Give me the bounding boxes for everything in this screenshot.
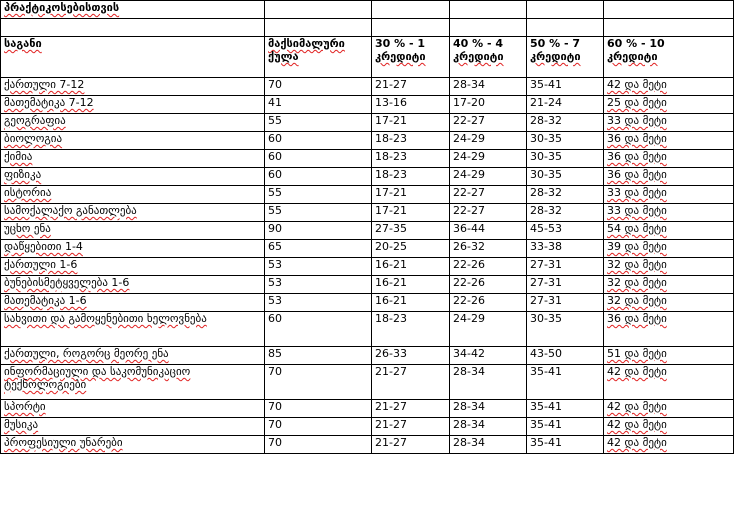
cell-credit-1: 16-21 [372, 276, 450, 294]
cell-credit-1: 17-21 [372, 186, 450, 204]
cell-subject: ბიოლოგია [1, 132, 265, 150]
cell-max-score: 70 [265, 418, 372, 436]
table-row [1, 96, 734, 114]
cell-credit-1: 16-21 [372, 294, 450, 312]
cell-credit-10: 36 და მეტი [604, 132, 734, 150]
cell-credit-1: 21-27 [372, 436, 450, 454]
cell-credit-4: 22-27 [450, 114, 527, 132]
cell-credit-1: 21-27 [372, 418, 450, 436]
cell-credit-7: 21-24 [527, 96, 604, 114]
cell-max-score: 85 [265, 347, 372, 365]
header-max-score: მაქსიმალური ქულა [265, 37, 372, 78]
title-row [1, 1, 734, 19]
cell-credit-7: 28-32 [527, 114, 604, 132]
cell-credit-1: 18-23 [372, 132, 450, 150]
table-row [1, 222, 734, 240]
cell-credit-4: 36-44 [450, 222, 527, 240]
cell-max-score: 60 [265, 168, 372, 186]
cell-max-score: 70 [265, 78, 372, 96]
table-row [1, 276, 734, 294]
cell-credit-1: 18-23 [372, 150, 450, 168]
table-row [1, 186, 734, 204]
cell-credit-7: 35-41 [527, 78, 604, 96]
cell-credit-7: 27-31 [527, 276, 604, 294]
cell-credit-7: 28-32 [527, 204, 604, 222]
header-credit-1: 30 % - 1 კრედიტი [372, 37, 450, 78]
table-row [1, 365, 734, 400]
cell-credit-7: 35-41 [527, 365, 604, 400]
cell-credit-10: 36 და მეტი [604, 150, 734, 168]
cell-credit-1: 18-23 [372, 312, 450, 347]
cell-credit-7: 30-35 [527, 312, 604, 347]
header-row [1, 37, 734, 78]
cell-credit-1: 21-27 [372, 400, 450, 418]
cell-max-score: 70 [265, 400, 372, 418]
cell-credit-10: 32 და მეტი [604, 258, 734, 276]
cell-max-score: 53 [265, 258, 372, 276]
table-row [1, 204, 734, 222]
cell-subject: ქართული 1-6 [1, 258, 265, 276]
table-row [1, 312, 734, 347]
cell-credit-1: 18-23 [372, 168, 450, 186]
cell-credit-7: 35-41 [527, 418, 604, 436]
cell-credit-4: 24-29 [450, 150, 527, 168]
cell-max-score: 55 [265, 204, 372, 222]
cell-credit-7: 30-35 [527, 168, 604, 186]
table-row [1, 168, 734, 186]
cell-max-score: 55 [265, 114, 372, 132]
table-title: პრაქტიკოსებისთვის [1, 1, 265, 19]
table-row [1, 132, 734, 150]
cell-credit-1: 21-27 [372, 78, 450, 96]
cell-credit-7: 27-31 [527, 258, 604, 276]
cell-credit-10: 25 და მეტი [604, 96, 734, 114]
cell-credit-4: 22-27 [450, 186, 527, 204]
cell-credit-1: 27-35 [372, 222, 450, 240]
cell-credit-7: 30-35 [527, 132, 604, 150]
cell-credit-4: 24-29 [450, 132, 527, 150]
cell-subject: ბუნებისმეტყველება 1-6 [1, 276, 265, 294]
cell-subject: ისტორია [1, 186, 265, 204]
cell-credit-10: 42 და მეტი [604, 78, 734, 96]
cell-credit-1: 26-33 [372, 347, 450, 365]
cell-credit-10: 42 და მეტი [604, 418, 734, 436]
blank-row [1, 19, 734, 37]
cell-subject: სახვითი და გამოყენებითი ხელოვნება [1, 312, 265, 347]
cell-max-score: 60 [265, 132, 372, 150]
cell-credit-10: 42 და მეტი [604, 400, 734, 418]
cell-max-score: 41 [265, 96, 372, 114]
cell-credit-10: 33 და მეტი [604, 114, 734, 132]
cell-credit-7: 45-53 [527, 222, 604, 240]
cell-max-score: 55 [265, 186, 372, 204]
cell-credit-1: 16-21 [372, 258, 450, 276]
cell-credit-4: 22-26 [450, 276, 527, 294]
cell-credit-10: 36 და მეტი [604, 312, 734, 347]
cell-subject: ფიზიკა [1, 168, 265, 186]
table-row [1, 436, 734, 454]
cell-credit-4: 22-27 [450, 204, 527, 222]
header-credit-10: 60 % - 10 კრედიტი [604, 37, 734, 78]
cell-credit-10: 39 და მეტი [604, 240, 734, 258]
cell-credit-7: 35-41 [527, 400, 604, 418]
cell-credit-4: 17-20 [450, 96, 527, 114]
cell-max-score: 53 [265, 276, 372, 294]
cell-max-score: 60 [265, 150, 372, 168]
table-row [1, 114, 734, 132]
cell-credit-7: 43-50 [527, 347, 604, 365]
cell-credit-4: 24-29 [450, 312, 527, 347]
cell-max-score: 60 [265, 312, 372, 347]
table-row [1, 347, 734, 365]
cell-subject: მათემატიკა 1-6 [1, 294, 265, 312]
cell-subject: მათემატიკა 7-12 [1, 96, 265, 114]
cell-credit-1: 20-25 [372, 240, 450, 258]
cell-subject: ინფორმაციული და საკომუნიკაციო ტექნოლოგიები [1, 365, 265, 400]
cell-credit-4: 28-34 [450, 436, 527, 454]
cell-subject: პროფესიული უნარები [1, 436, 265, 454]
cell-credit-4: 24-29 [450, 168, 527, 186]
cell-credit-7: 33-38 [527, 240, 604, 258]
header-credit-4: 40 % - 4 კრედიტი [450, 37, 527, 78]
cell-credit-4: 28-34 [450, 78, 527, 96]
cell-credit-7: 27-31 [527, 294, 604, 312]
cell-credit-4: 28-34 [450, 400, 527, 418]
cell-subject: სპორტი [1, 400, 265, 418]
cell-credit-7: 28-32 [527, 186, 604, 204]
cell-subject: ქართული, როგორც მეორე ენა [1, 347, 265, 365]
cell-max-score: 65 [265, 240, 372, 258]
cell-subject: მუსიკა [1, 418, 265, 436]
cell-subject: სამოქალაქო განათლება [1, 204, 265, 222]
cell-credit-10: 42 და მეტი [604, 436, 734, 454]
cell-credit-4: 28-34 [450, 365, 527, 400]
cell-max-score: 70 [265, 365, 372, 400]
table-row [1, 294, 734, 312]
cell-max-score: 70 [265, 436, 372, 454]
cell-credit-7: 35-41 [527, 436, 604, 454]
cell-credit-4: 26-32 [450, 240, 527, 258]
cell-credit-10: 42 და მეტი [604, 365, 734, 400]
table-row [1, 240, 734, 258]
cell-credit-4: 22-26 [450, 294, 527, 312]
cell-max-score: 90 [265, 222, 372, 240]
cell-credit-4: 34-42 [450, 347, 527, 365]
table-row [1, 78, 734, 96]
cell-credit-1: 13-16 [372, 96, 450, 114]
cell-credit-10: 51 და მეტი [604, 347, 734, 365]
cell-subject: გეოგრაფია [1, 114, 265, 132]
cell-credit-1: 17-21 [372, 114, 450, 132]
cell-credit-10: 54 და მეტი [604, 222, 734, 240]
cell-subject: დაწყებითი 1-4 [1, 240, 265, 258]
cell-credit-10: 33 და მეტი [604, 204, 734, 222]
cell-credit-10: 36 და მეტი [604, 168, 734, 186]
table-row [1, 400, 734, 418]
cell-subject: ქართული 7-12 [1, 78, 265, 96]
header-credit-7: 50 % - 7 კრედიტი [527, 37, 604, 78]
table-row [1, 258, 734, 276]
cell-credit-1: 17-21 [372, 204, 450, 222]
cell-max-score: 53 [265, 294, 372, 312]
cell-credit-7: 30-35 [527, 150, 604, 168]
header-subject: საგანი [1, 37, 265, 78]
cell-credit-10: 33 და მეტი [604, 186, 734, 204]
cell-subject: ქიმია [1, 150, 265, 168]
cell-credit-10: 32 და მეტი [604, 276, 734, 294]
cell-credit-10: 32 და მეტი [604, 294, 734, 312]
cell-credit-4: 22-26 [450, 258, 527, 276]
table-row [1, 150, 734, 168]
table-row [1, 418, 734, 436]
cell-credit-1: 21-27 [372, 365, 450, 400]
cell-subject: უცხო ენა [1, 222, 265, 240]
cell-credit-4: 28-34 [450, 418, 527, 436]
